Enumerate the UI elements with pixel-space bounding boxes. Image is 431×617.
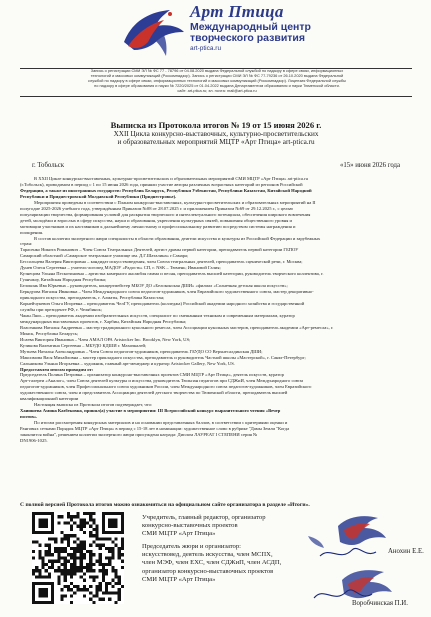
body-line: популяризации творчества, формирования условий для раскрытия творческого и интеллектуального потенциала, обеспечения широкого вовлечения — [20, 211, 311, 217]
body-line: Исаева Виктория Ивановна – Член АМАЛ ОРА Artstocker Inc. Brooklyn, New York, US; — [20, 336, 191, 342]
body-line: Максимова Вася Михайловна – мастер прикладного искусства, преподаватель и руководитель Частной школы «Мастерской», г. Санкт-Петербург; — [20, 354, 306, 360]
body-line: международных выставочных проектов, г. Харбин, Китайская Народная Республика; — [20, 318, 187, 324]
body-line: (г.Тобольск), проводимом в период с 1 по 15 июня 2026 года, приняли участие авторы различных возрастных категорий из регионов Российской — [20, 181, 303, 187]
signatory-line: искусствовед, деятель искусства, член МСПХ, — [142, 551, 273, 559]
body-line: Сальникова Ульяна Игорьевна – художник, главный арт-менеджер и куратор Artstocker Gallery, New York, US. — [20, 360, 235, 366]
body-line: Арт-галереи «Аналог», член Союза деятелей культуры и искусства, руководитель Тюльпан педагогов при СДЖиИ, член Международного союза — [20, 378, 304, 384]
document-subtitle-1: XXII Цикла конкурсно-выставочных, культурно-просветительских — [113, 130, 319, 138]
brand-subtitle-2: творческого развития — [190, 32, 305, 44]
body-line: закончится война", решением коллегии экспертного жюри присуждена награда: Диплом ЛАУРЕАТ I СТЕПЕНИ серия № — [20, 431, 258, 437]
signatory-line: СМИ МЦТР «Арт Птица» — [142, 530, 216, 538]
registration-divider — [20, 96, 412, 97]
qr-code-icon — [32, 512, 124, 604]
body-line: Самарский областной «Самарское театральное училище им. Д.Г.Шаталина» г.Самара; — [20, 253, 189, 259]
letterhead — [0, 0, 431, 68]
body-line: квалификационной категории — [20, 396, 79, 402]
body-line: Настоящая выписка из Протокола итогов подтверждает, что: — [34, 402, 153, 408]
document-title-block — [20, 120, 412, 147]
body-line: По итогам рассмотрения конкурсных материалов и на основании представленных баллов, в соответствии с критериями оценки и — [34, 420, 288, 426]
body-line: поэтов». — [20, 414, 38, 420]
registration-line: сайт: art-ptica.ru; эл. почта: mail@art-ptica.ru — [177, 88, 257, 94]
document-date: «15» июня 2026 года — [339, 162, 400, 169]
body-line: педагогов-художников, член Профессионального союза художников России, член Международного союза педагогов-художников, член Евразийского — [20, 384, 312, 390]
signer-name-1: Анохин Е.Е. — [388, 548, 424, 555]
body-line: Тарасенко Никита Романович – Член Союза Театральных Деятелей, артист драмы первой категории, преподаватель первой категории ГБПОУ — [20, 247, 299, 253]
body-line: Берндуова Наталья Ивановна – Член Международного союза педагогов-художников, член Евразийского художественного союза, мастер декоративно- — [20, 289, 314, 295]
registration-line: Запись о регистрации СМИ ЭЛ № ФС 77 - 78796 от 04.08.2020 выдана Федеральной службой по надзору в сфере связи, информационных — [90, 68, 344, 73]
signatory-line: СМИ МЦТР «Арт Птица» — [142, 575, 216, 583]
protocol-body — [20, 176, 412, 444]
body-line: Мутьева Наталья Александровна – Член Союза педагогов-художников, преподаватель ГБУДО СО Верхнесалдинская ДШИ; — [20, 348, 263, 354]
body-line: Минск, Республика Беларусь; — [20, 330, 79, 336]
body-line: В состав коллегии экспертного жюри специалисты в области образования, деятели искусства и культуры из Российской Федерации и зарубежных — [34, 235, 321, 241]
body-line: поощрения. — [20, 229, 44, 235]
registration-line: технологий и массовых коммуникаций (Роскомнадзор). Запись о регистрации СМИ ЭЛ № ФС 77-79236 от 26.10.2020 выдана Федеральной — [90, 73, 344, 79]
signature-stamp-area — [300, 512, 425, 612]
body-line: Хаиишева Амина Казбековна, принял(а) участие в мероприятии: III Всероссийский конкурс выразительного чтения «Вечер — [20, 408, 281, 414]
body-line: Ранговых сетками Порядок МЦТР «Арт Птица» в период с 15-18 лет в номинации: художественное слово в рубрике "Дамы Земли "Когда — [20, 426, 290, 432]
body-line: Кузикова Валентина Сергеевна – МБУДО КДШИ г. Махачкалей; — [20, 342, 147, 348]
signer-name-2: Воробчинская П.И. — [352, 600, 408, 607]
body-line: Предоставлен итогам проводим от: — [20, 366, 94, 372]
signatory-line: член МЭФ, член ЕХС, член СДЖиП, член АСДП, — [142, 559, 282, 567]
body-line: детей, молодёжи и взрослых в сферу искусства, науки и образования, укрепления культурных связей, повышения общественного уровня и — [20, 217, 292, 223]
body-line: службы при президенте РФ, г. Челябинск; — [20, 306, 103, 312]
signatory-line: конкурсно-выставочных проектов — [142, 522, 238, 530]
body-line: мотивации участников и их наставников к дальнейшему личностному и профессиональному развитию посредством системы награждения и — [20, 223, 296, 229]
document-title: Выписка из Протокола итогов № 19 от 15 июня 2026 г. — [110, 120, 322, 130]
official-stamp-icon — [300, 512, 425, 612]
body-line: Гуанчжоу, Китайская Народная Республика; — [20, 277, 107, 283]
registration-line: по надзору в сфере образования и науки № 7220/2025 от 01.04.2022 выдана Департаментом образования и науки Тюменской области. — [94, 83, 340, 89]
signatory-line: Председатель жюри и организатор: — [142, 543, 241, 551]
body-line: прикладного искусства, преподаватель, г. Алматы, Республика Казахстан; — [20, 295, 165, 301]
body-line: Власенкова Наталья Андреевна – мастер традиционного кукольного ремесла, член Ассоциации кукольных мастеров, преподаватель академии «Арт-ремесла», г. — [20, 324, 334, 330]
bird-logo-icon — [118, 2, 188, 64]
document-subtitle-2: и образовательных мероприятий МЦТР «Арт Птица» art-ptica.ru — [117, 138, 315, 147]
protocol-notice: С полной версией Протокола итогов можно ознакомиться на официальном сайте организатора в разделе «Итоги». — [20, 502, 310, 508]
signatory-line: организатор конкурсно-выставочных проектов — [142, 567, 274, 575]
body-line: Кузнецова Ульяна Пескотиновна – артистка камерного ансамбля гамма и песня, преподаватель высшей категории, руководитель творческого коллектива, г. — [20, 271, 324, 277]
registration-info — [22, 68, 412, 93]
brand-site: art-ptica.ru — [190, 45, 222, 52]
brand-subtitle-1: Международный центр — [190, 21, 311, 33]
body-line: Дунев Олеся Сергеевна – учитель-логопед МАДОУ «Радость» СП, г. NSK – Тюмень; Ивановой Галия; — [20, 265, 221, 271]
body-line: полугодие 2025-2026 учебного года, утверждённым Приказом №08 от 28.07.2025 г. и приложением Приказом №69 от 29.12.2025 г., с целью — [20, 205, 293, 211]
body-line: Федерации, а также из иностранных государств: Республик Беларусь, Республики Узбекистан, Республики Казахстан, Китайской Народной — [20, 187, 312, 193]
body-line: В XXII Цикле конкурсно-выставочных, культурно-просветительских и образовательных мероприятий СМИ МЦТР «Арт Птица» art-ptica.ru — [34, 176, 308, 181]
body-line: Белоконь Ива Юрьевна – руководитель, концертмейстер МБОУ ДО «Белоконская ДШИ» «филиал «Солнечная детская школа искусств»; — [20, 283, 288, 289]
registration-line: службой по надзору в сфере связи, информационных технологий и массовых коммуникаций (Роскомнадзор). Лицензия Федеральной службы — [88, 78, 346, 84]
body-line: Бессольцева Валерия Викторовна – кандидат искусствоведения, член Союза театральных деятелей, преподаватель сценической речи, г. Москва; — [20, 259, 303, 265]
body-line: Мероприятия проведены в соответствии с Планом конкурсно-выставочных, культурно-просветительских и образовательных мероприятий на II — [34, 199, 316, 205]
body-line: Председатель Полина Петровна – организатор конкурсно-выставочных проектов СМИ МЦТР «Арт Птица», деятель искусств, куратор — [20, 372, 284, 378]
place-date-row — [20, 162, 412, 172]
body-line: Корнейчукевич Ольга Игоревна – преподаватель ЧелГУ, преподаватель (колледжа) Российской академии народного хозяйства и государственной — [20, 301, 305, 307]
signatory-line: Учредитель, главный редактор, организатор — [142, 514, 266, 521]
brand-block — [190, 2, 410, 52]
body-line: художественного союза, член и представитель Ассоциации деятелей детского творчества по Тюменской области, преподаватель высшей — [20, 390, 288, 396]
brand-name: Арт Птица — [190, 2, 284, 21]
body-line: DN1906-1025. — [20, 437, 48, 443]
body-line: Чжан Ляоь – преподаватель академии изобразительных искусств, специалист по смешанным техникам и современным материалам, куратор — [20, 312, 295, 318]
document-place: г. Тобольск — [32, 162, 65, 169]
body-line: стран: — [20, 241, 33, 247]
body-line: Республики и Приднестровской Молдавской Республики (Приднестровье). — [20, 193, 177, 199]
